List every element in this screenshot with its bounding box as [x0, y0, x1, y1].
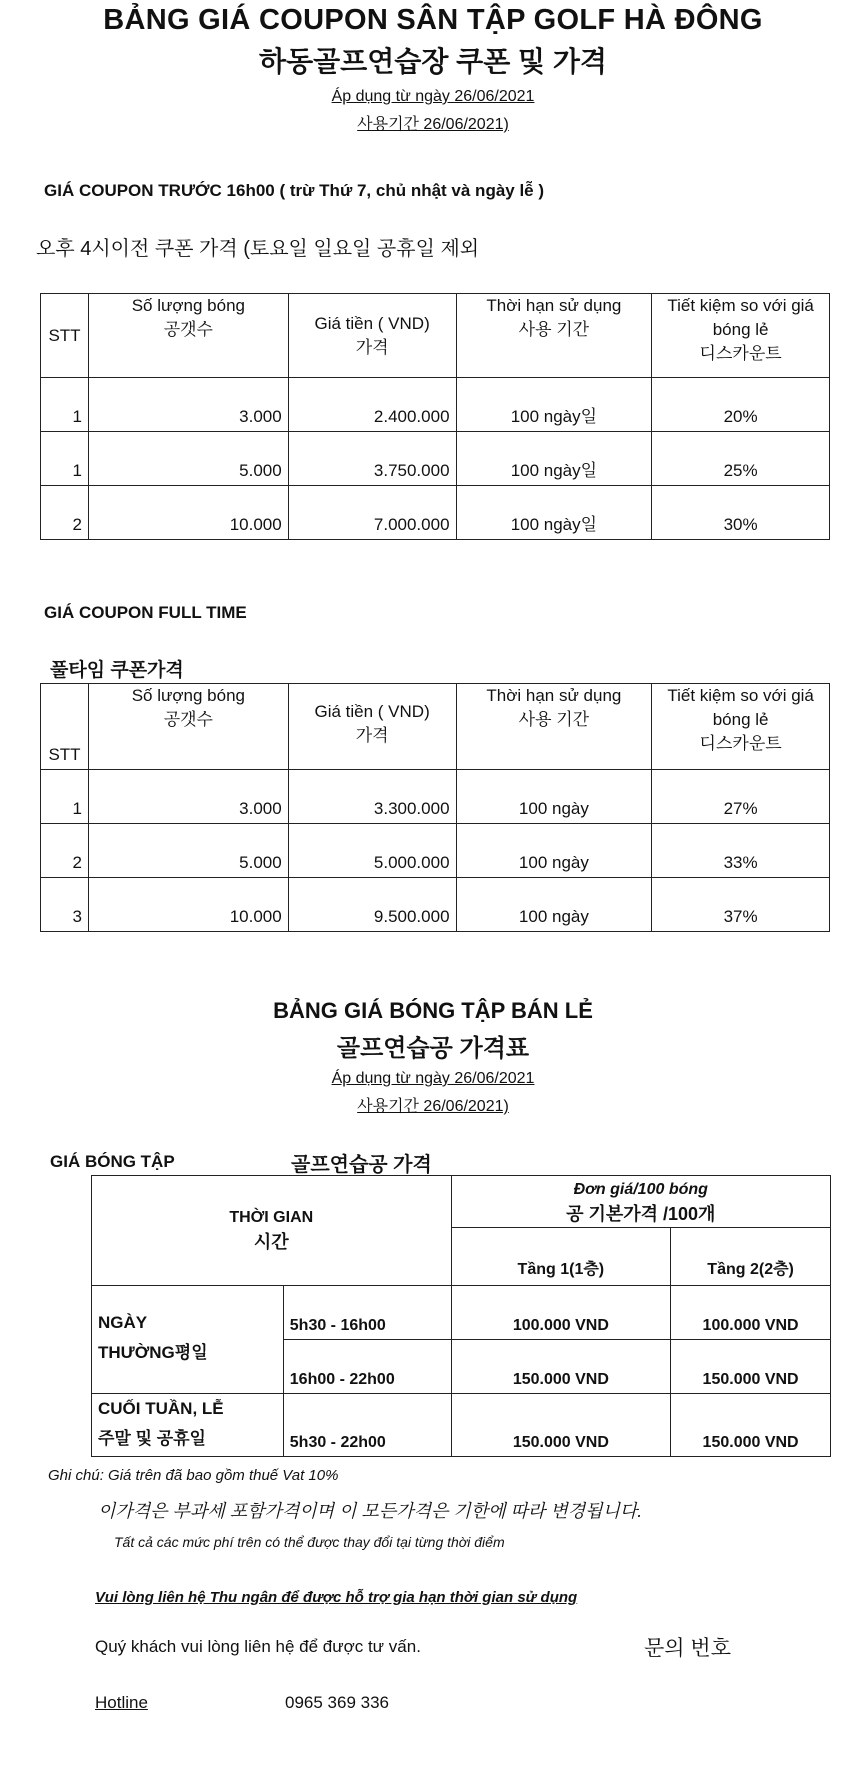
- cell-stt: 2: [41, 486, 89, 540]
- vat-note-korean: 이가격은 부과세 포함가격이며 이 모든가격은 기한에 따라 변경됩니다.: [98, 1501, 643, 1521]
- table-row: [41, 878, 830, 932]
- apply-date: Áp dụng từ ngày 26/06/2021: [331, 88, 535, 105]
- page-title-korean: 하동골프연습장 쿠폰 및 가격: [259, 46, 607, 77]
- section1-title-korean: 오후 4시이전 쿠폰 가격 (토요일 일요일 공휴일 제외: [36, 238, 480, 260]
- retail-apply-date: Áp dụng từ ngày 26/06/2021: [331, 1070, 535, 1087]
- retail-title-korean: 골프연습공 가격표: [336, 1035, 530, 1062]
- cell-period: 100 ngày: [456, 878, 652, 932]
- time-header: THỜI GIAN 시간: [92, 1176, 452, 1286]
- floor2-header: Tầng 2(2층): [671, 1228, 831, 1286]
- coupon-fulltime-table: [40, 683, 830, 932]
- cell-price: 3.750.000: [288, 432, 456, 486]
- weekend-label: CUỐI TUẦN, LỄ 주말 및 공휴일: [92, 1394, 284, 1457]
- page-title: BẢNG GIÁ COUPON SÂN TẬP GOLF HÀ ĐÔNG: [103, 4, 763, 36]
- floor1-header: Tầng 1(1층): [451, 1228, 671, 1286]
- cell-qty: 3.000: [88, 378, 288, 432]
- retail-apply-date-korean: 사용기간 26/06/2021): [357, 1098, 509, 1115]
- header-price: Giá tiền ( VND) 가격: [288, 684, 456, 770]
- header-stt: STT: [41, 294, 89, 378]
- cell-floor2-price: 150.000 VND: [671, 1340, 831, 1394]
- header-qty: Số lượng bóng 공갯수: [88, 294, 288, 378]
- price-change-note: Tất cả các mức phí trên có thể được thay đổi tại từng thời điểm: [114, 1534, 505, 1550]
- cell-save: 33%: [652, 824, 830, 878]
- header-period: Thời hạn sử dụng 사용 기간: [456, 294, 652, 378]
- cell-period: 100 ngày일: [456, 432, 652, 486]
- retail-label-korean: 골프연습공 가격: [291, 1154, 432, 1176]
- cell-floor2-price: 100.000 VND: [671, 1286, 831, 1340]
- table-row: [92, 1394, 831, 1457]
- section2-title: GIÁ COUPON FULL TIME: [44, 603, 247, 622]
- cell-floor1-price: 150.000 VND: [451, 1394, 671, 1457]
- apply-date-korean: 사용기간 26/06/2021): [357, 116, 509, 133]
- cell-stt: 1: [41, 378, 89, 432]
- coupon-before-16h-table: [40, 293, 830, 540]
- retail-price-table: [91, 1175, 831, 1457]
- header-stt: STT: [41, 684, 89, 770]
- header-period: Thời hạn sử dụng 사용 기간: [456, 684, 652, 770]
- cell-floor1-price: 150.000 VND: [451, 1340, 671, 1394]
- cell-price: 9.500.000: [288, 878, 456, 932]
- table-row: [41, 486, 830, 540]
- retail-title: BẢNG GIÁ BÓNG TẬP BÁN LẺ: [273, 998, 593, 1023]
- header-price: Giá tiền ( VND) 가격: [288, 294, 456, 378]
- cell-save: 30%: [652, 486, 830, 540]
- header-save: Tiết kiệm so với giá bóng lẻ 디스카운트: [652, 684, 830, 770]
- cell-period: 100 ngày: [456, 824, 652, 878]
- cashier-contact-note: Vui lòng liên hệ Thu ngân để được hỗ trợ gia hạn thời gian sử dụng: [95, 1589, 578, 1606]
- weekday-label: NGÀY THƯỜNG평일: [92, 1286, 284, 1394]
- table-header-row: [41, 294, 830, 378]
- table-row: [92, 1286, 831, 1340]
- cell-period: 100 ngày: [456, 770, 652, 824]
- hotline-number[interactable]: 0965 369 336: [285, 1693, 389, 1712]
- cell-qty: 5.000: [88, 432, 288, 486]
- cell-stt: 2: [41, 824, 89, 878]
- cell-save: 25%: [652, 432, 830, 486]
- cell-save: 37%: [652, 878, 830, 932]
- header-qty: Số lượng bóng 공갯수: [88, 684, 288, 770]
- cell-floor2-price: 150.000 VND: [671, 1394, 831, 1457]
- cell-qty: 10.000: [88, 878, 288, 932]
- cell-stt: 3: [41, 878, 89, 932]
- table-row: [41, 378, 830, 432]
- cell-time: 5h30 - 16h00: [283, 1286, 451, 1340]
- table-header-row: [41, 684, 830, 770]
- consult-note-korean: 문의 번호: [644, 1637, 731, 1660]
- table-row: [41, 770, 830, 824]
- cell-time: 5h30 - 22h00: [283, 1394, 451, 1457]
- cell-period: 100 ngày일: [456, 486, 652, 540]
- cell-qty: 10.000: [88, 486, 288, 540]
- cell-floor1-price: 100.000 VND: [451, 1286, 671, 1340]
- cell-price: 7.000.000: [288, 486, 456, 540]
- cell-time: 16h00 - 22h00: [283, 1340, 451, 1394]
- cell-stt: 1: [41, 432, 89, 486]
- unit-price-header: Đơn giá/100 bóng 공 기본가격 /100개: [451, 1176, 830, 1228]
- cell-save: 20%: [652, 378, 830, 432]
- section1-title: GIÁ COUPON TRƯỚC 16h00 ( trừ Thứ 7, chủ nhật và ngày lễ ): [44, 181, 545, 200]
- cell-price: 3.300.000: [288, 770, 456, 824]
- header-save: Tiết kiệm so với giá bóng lẻ 디스카운트: [652, 294, 830, 378]
- cell-save: 27%: [652, 770, 830, 824]
- table-row: [41, 824, 830, 878]
- cell-stt: 1: [41, 770, 89, 824]
- cell-price: 5.000.000: [288, 824, 456, 878]
- cell-qty: 5.000: [88, 824, 288, 878]
- hotline-label: Hotline: [95, 1693, 148, 1712]
- section2-title-korean: 풀타임 쿠폰가격: [50, 660, 184, 681]
- vat-note: Ghi chú: Giá trên đã bao gồm thuế Vat 10%: [48, 1467, 339, 1484]
- retail-label: GIÁ BÓNG TẬP: [50, 1152, 175, 1171]
- table-row: [41, 432, 830, 486]
- cell-price: 2.400.000: [288, 378, 456, 432]
- cell-qty: 3.000: [88, 770, 288, 824]
- cell-period: 100 ngày일: [456, 378, 652, 432]
- consult-note: Quý khách vui lòng liên hệ để được tư vấn.: [95, 1637, 421, 1656]
